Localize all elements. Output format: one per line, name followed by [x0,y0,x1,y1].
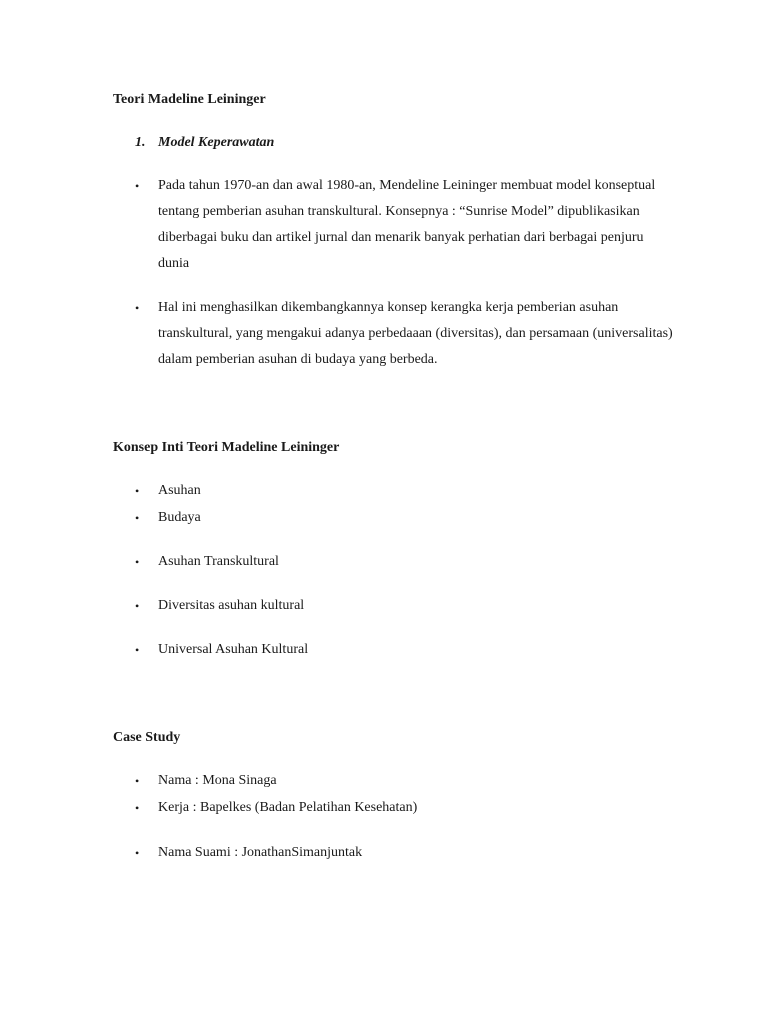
list-item [135,840,675,866]
list-item-text: Pada tahun 1970-an dan awal 1980-an, Mendeline Leininger membuat model konseptual tentang pemberian asuhan transkultural. Konsepnya : “Sunrise Model” dipublikasikan diberbagai buku dan artikel jurnal dan menarik banyak perhatian dari berbagai penjuru dunia [158,178,656,271]
list-item [135,173,675,277]
list-item-text: Asuhan Transkultural [158,554,279,569]
list-item-text: Asuhan [158,483,201,498]
list-item [135,549,675,575]
list-item [135,637,675,663]
section-title-konsep-inti: Konsep Inti Teori Madeline Leininger [113,440,340,455]
list-item [135,593,675,619]
bullet-icon: • [135,484,140,498]
bullet-icon: • [135,643,140,657]
list-item-text: Kerja : Bapelkes (Badan Pelatihan Kesehatan) [158,800,418,815]
list-item [135,295,675,373]
bullet-icon: • [135,801,140,815]
numbered-item-model-keperawatan [135,134,274,152]
bullet-icon: • [135,774,140,788]
numbered-item-label: Model Keperawatan [158,135,275,150]
bullet-icon: • [135,846,140,860]
list-item [135,478,675,504]
section-title-teori: Teori Madeline Leininger [113,92,266,107]
bullet-icon: • [135,511,140,525]
list-item-text: Universal Asuhan Kultural [158,642,309,657]
section-title-case-study: Case Study [113,730,181,745]
bullet-icon: • [135,555,140,569]
list-item-text: Hal ini menghasilkan dikembangkannya konsep kerangka kerja pemberian asuhan transkultural, yang mengakui adanya perbedaaan (diversitas), dan persamaan (universalitas) dalam pemberian asuhan di budaya yang berbeda. [158,300,673,367]
list-item-text: Nama : Mona Sinaga [158,773,277,788]
list-item [135,505,675,531]
list-item-text: Budaya [158,510,201,525]
list-item-text: Diversitas asuhan kultural [158,598,305,613]
bullet-icon: • [135,599,140,613]
list-item [135,768,675,794]
bullet-icon: • [135,301,140,315]
list-item [135,795,675,821]
list-number: 1. [135,135,146,150]
list-item-text: Nama Suami : JonathanSimanjuntak [158,845,363,860]
bullet-icon: • [135,179,140,193]
